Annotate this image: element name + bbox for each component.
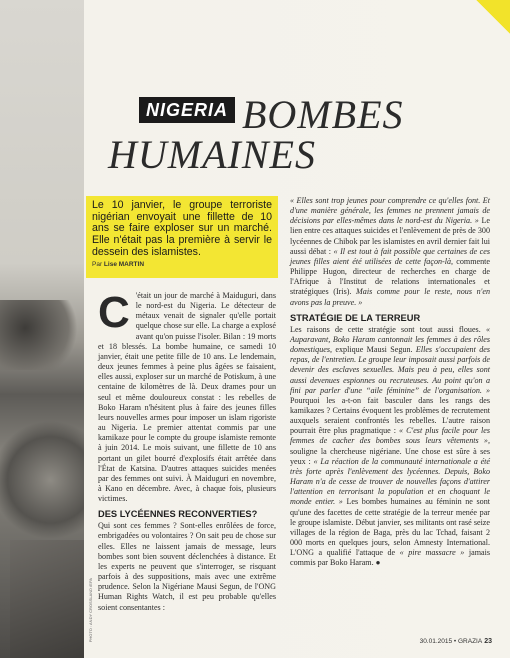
quote: Mais comme pour le reste, nous n'en avons pas la preuve. » bbox=[290, 287, 490, 307]
paragraph-text: 'était un jour de marché à Maiduguri, dans le nord-est du Nigeria. Le détecteur de métaux venait de signaler qu'elle portait quelque chose sur elle. La charge a explosé avant qu'on puisse l'isoler. Bilan : 19 morts et 18 blessés. La bombe humaine, ce samedi 10 janvier, était une petite fille de 10 ans. Le lendemain, deux jeunes femmes à peine plus âgées se faisaient, elles aussi, exploser sur un marché de Potiskum, à une centaine de kilomètres de là. Deux drames pour un seul et même douloureux constat : les rebelles de Boko Haram n'hésitent plus à faire des jeunes filles leurs nouvelles armes pour imposer un islam rigoriste au Nigeria. Le premier attentat commis par une kamikaze pour le compte du groupe islamiste remonte à juin 2014. Le mois suivant, une fillette de 10 ans portant un gilet bourré d'explosifs était arrêtée dans l'État de Katsina. D'autres attaques suicides menées par des femmes ont suivi. À Maiduguri en novembre, à Kano en décembre. Avec, à chaque fois, plusieurs victimes. bbox=[98, 291, 276, 504]
subheading: DES LYCÉENNES RECONVERTIES? bbox=[98, 509, 258, 520]
corner-tab-marker bbox=[476, 0, 510, 34]
quote: « pire massacre » bbox=[399, 548, 465, 558]
paragraph: Qui sont ces femmes ? Sont-elles enrôlées de force, embrigadées ou volontaires ? On sait peu de chose sur elles. Elles ne laissent jamais de message, leurs bombes sont bien souvent déclenchées à distance. Et les experts ne peuvent que s'interroger, se risquant parfois à des suppositions, mais avec une extrême prudence. Selon la Nigériane Mausi Segun, de l'ONG Human Rights Watch, il est peu probable qu'elles soient consentantes : bbox=[98, 521, 276, 612]
text-run: commente Philippe Hugon, directeur de recherches en charge de l'Afrique à l'Institut de relations internationales et stratégiques (Iris). bbox=[290, 256, 490, 297]
headline-line-2: HUMAINES bbox=[108, 132, 316, 177]
subheading: STRATÉGIE DE LA TERREUR bbox=[290, 312, 421, 323]
article-header bbox=[108, 93, 488, 183]
text-run: Le lien entre ces attaques suicides et l'enlèvement de près de 300 lycéennes de Chibok par les islamistes en avril dernier fait lui aussi débat : bbox=[290, 216, 490, 256]
photo-detail bbox=[0, 300, 84, 370]
page-footer bbox=[420, 638, 492, 645]
text-run: Les raisons de cette stratégie sont tout aussi floues. bbox=[290, 324, 486, 334]
paragraph bbox=[290, 325, 490, 569]
text-run: souligne la chercheuse nigériane. Une chose est sûre à ses yeux : bbox=[290, 446, 490, 466]
section-kicker: NIGERIA bbox=[139, 97, 235, 123]
dropcap: C bbox=[98, 288, 130, 337]
page-number: 23 bbox=[484, 638, 492, 645]
byline-author: Lise MARTIN bbox=[103, 260, 145, 268]
issue-info: 30.01.2015 • GRAZIA bbox=[419, 638, 483, 645]
text-run: Les bombes humaines au féminin ne sont qu'une des facettes de cette stratégie de la terreur menée par le groupe islamiste. Début janvier, ses militants ont rasé seize villages de la région de Baga, près du lac Tchad, faisant 2 000 morts en quelques jours, selon Amnesty International. L'ONG a qualifié l'attaque de bbox=[290, 497, 490, 558]
paragraph bbox=[98, 288, 276, 504]
photo-credit: PHOTO : ANDY CROSSLAND /EPA bbox=[88, 578, 93, 643]
quote: « C'est plus facile pour les femmes de cacher des bombes sous leurs vêtements », bbox=[290, 426, 490, 446]
lede-box bbox=[86, 196, 278, 278]
byline bbox=[92, 261, 272, 268]
photo-detail bbox=[10, 540, 84, 658]
paragraph bbox=[290, 196, 490, 308]
quote: « Elles sont trop jeunes pour comprendre ce qu'elles font. Et d'une manière générale, les femmes ne prennent jamais de décisions par elles-mêmes dans le nord-est du Nigeria. » bbox=[290, 196, 490, 226]
quote: « Il est tout à fait possible que certaines de ces jeunes filles aient été utilisées de cette façon-là, bbox=[290, 246, 490, 266]
headline-line-1: BOMBES bbox=[242, 92, 404, 137]
text-run: explique Mausi Segun. bbox=[332, 345, 416, 355]
byline-prefix: Par bbox=[92, 260, 104, 268]
quote: Elles s'occupaient des repas, de l'entretien. Le groupe leur imposait aussi parfois de devenir des esclaves sexuelles. Mais peu à peu, elles sont aussi devenues espionnes ou recruteuses. Au point qu'on a fini par parler d'une “aile féminine” de l'organisation. » bbox=[290, 345, 490, 395]
quote: « Auparavant, Boko Haram cantonnait les femmes à des rôles domestiques, bbox=[290, 324, 490, 355]
text-run: jamais commis par Boko Haram. ● bbox=[290, 548, 490, 568]
photo-detail bbox=[0, 420, 84, 540]
text-run: Pourquoi les a-t-on fait basculer dans les rangs des kamikazes ? Certains évoquent les problèmes de recrutement auxquels seraient confrontés les rebelles. L'autre raison pourrait être plus pragmatique : bbox=[290, 395, 490, 436]
article-column-right bbox=[290, 196, 490, 568]
article-column-left bbox=[98, 288, 276, 613]
photo-left-edge bbox=[0, 0, 84, 658]
lede-text: Le 10 janvier, le groupe terroriste nigérian envoyait une fillette de 10 ans se faire exploser sur un marché. Elle n'était pas la première à servir le dessein des islamistes. bbox=[92, 199, 272, 258]
quote: « La réaction de la communauté internationale a été très forte après l'enlèvement des lycéennes. Depuis, Boko Haram n'a de cesse de trouver de nouvelles façons d'attirer l'attention en terrorisant la population et en choquant le monde entier. » bbox=[290, 456, 490, 507]
